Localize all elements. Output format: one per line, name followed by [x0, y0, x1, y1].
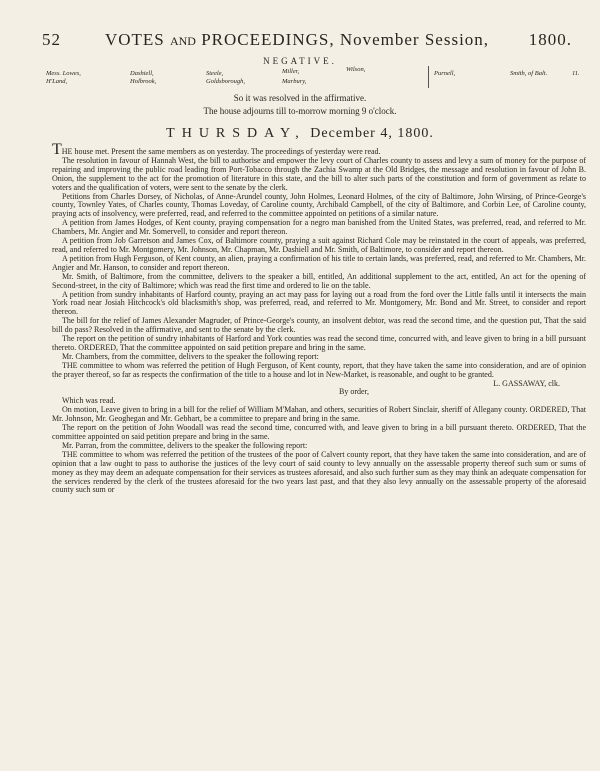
proceedings-text — [52, 141, 586, 495]
voter-name: Mess. Lowes, — [46, 70, 81, 77]
paragraph-text: On motion, Leave given to bring in a bill for the relief of William M'Mahan, and others, securities of Robert Sinclair, sheriff of Allegany county. ORDERED, That Mr. Johnson, Mr. Geoghegan and Mr. Gebhart, be a committee to prepare and bring in the same. — [52, 405, 586, 424]
page-header — [42, 30, 572, 50]
voter-name: Miller, — [282, 68, 300, 75]
adjourn-note: The house adjourns till to-morrow morning 9 o'clock. — [203, 106, 397, 116]
paragraph — [52, 291, 586, 318]
weekday: THURSDAY, — [166, 126, 306, 141]
voter-name: Holbrook, — [130, 78, 157, 85]
voter-name: Marbury, — [282, 78, 307, 85]
paragraph-text: HE house met. Present the same members as on yesterday. The proceedings of yesterday were read. — [61, 147, 381, 156]
day-heading — [0, 126, 600, 142]
paragraph — [52, 157, 586, 193]
running-year: 1800. — [528, 30, 572, 49]
paragraph — [52, 273, 586, 291]
negative-voters — [0, 66, 600, 96]
voter-name: H'Land, — [46, 78, 68, 85]
paragraph-text: Which was read. — [62, 396, 116, 406]
paragraph-text: THE committee to whom was referred the petition of the trustees of the poor of Calvert county report, that they have taken the same into consideration, and are of opinion that a law ought to pass to authorise the justices of the levy court of said county to levy annually on the assessable property thereof such sum or sums of money as they may deem an adequate compensation for their services as trustees aforesaid, and also such further sum as they may think an adequate compensation for the services rendered by the clerk of the trustees aforesaid for the two years last past, and that they also levy annually on the assessable property of the aforesaid county such sum or — [52, 449, 586, 495]
paragraph-text: L. GASSAWAY, clk. — [493, 378, 560, 388]
paragraph — [52, 237, 586, 255]
page-number: 52 — [42, 30, 61, 49]
voter-name: Purnell, — [434, 70, 456, 77]
paragraph-text: The report on the petition of John Woodall was read the second time, concurred with, and leave given to bring in a bill pursuant thereto. ORDERED, That the committee appointed on said petition prepare and bring in the same. — [52, 423, 586, 441]
paragraph — [52, 451, 586, 496]
resolved-note: So it was resolved in the affirmative. — [233, 93, 367, 103]
paragraph-text: THE committee to whom was referred the petition of Hugh Ferguson, of Kent county, report, that they have taken the same into consideration, and are of opinion the prayer thereof, so far as respects the confirmation of the title to a house and lot in New-Market, is reasonable, and ought to be granted. — [52, 360, 586, 379]
date: December 4, 1800. — [310, 126, 434, 141]
paragraph-text: The resolution in favour of Hannah West, the bill to authorise and empower the levy court of Charles county to assess and levy a sum of money for the purpose of repairing and improving the public road leading from Port-Tobacco through the Zachia Swamp at the Old Bridges, the message and resolution in favour of John B. Onion, the supplement to the act for the promotion of literature in this state, and the bill to alter such parts of the constitution and form of government as relate to voters and the qualification of voters, were sent to the senate by the clerk. — [52, 155, 586, 192]
paragraph-text: The bill for the relief of James Alexander Magruder, of Prince-George's county, an insolvent debtor, was read the second time, and the question put, That the said bill do pass? Resolved in the affirmative, and sent to the senate by the clerk. — [52, 316, 586, 335]
paragraph-text: A petition from sundry inhabitants of Harford county, praying an act may pass for laying out a road from the ford over the Little falls until it intersects the main York road near Josiah Hitchcock's old blacksmith's shop, was preferred, read, and referred to Mr. Montgomery, Mr. Bond and Mr. Street, to consider and report thereon. — [52, 289, 586, 317]
voter-name: Goldsborough, — [206, 78, 245, 85]
voter-name: Smith, of Balt. — [510, 70, 548, 77]
paragraph — [52, 388, 586, 397]
paragraph-text: Mr. Smith, of Baltimore, from the committee, delivers to the speaker a bill, entitled, An additional supplement to the act, entitled, An act for the opening of Second-street, in the city of Baltimore; which was read the first time and ordered to lie on the table. — [52, 271, 586, 290]
paragraph — [52, 255, 586, 273]
vote-count: 11. — [572, 70, 580, 77]
voter-name: Dashiell, — [130, 70, 154, 77]
paragraph — [52, 406, 586, 424]
paragraph-text: A petition from Hugh Ferguson, of Kent county, an alien, praying a confirmation of his title to certain lands, was preferred, read, and referred to Mr. Chambers, Mr. Angier and Mr. Hanson, to consider and report thereon. — [52, 253, 586, 272]
voter-name: Wilson, — [346, 66, 366, 73]
paragraph — [52, 362, 586, 380]
paragraph-text: The report on the petition of sundry inhabitants of Harford and York counties was read the second time, concurred with, and leave given to bring in a bill pursuant thereto. ORDERED, That the committee appointed on said petition prepare and bring in the same. — [52, 334, 586, 352]
paragraph-text: Mr. Chambers, from the committee, delivers to the speaker the following report: — [62, 351, 319, 361]
paragraph — [52, 219, 586, 237]
running-title: VOTES AND PROCEEDINGS, November Session, — [104, 30, 490, 49]
paragraph-text: A petition from Job Garretson and James Cox, of Baltimore county, praying a suit against Richard Cole may be reinstated in the court of appeals, was preferred, read, and referred to Mr. Montgomery, Mr. Johnson, Mr. Chapman, Mr. Dashiell and Mr. Smith, of Baltimore, to consider and report thereon. — [52, 236, 586, 254]
paragraph-text: A petition from James Hodges, of Kent county, praying compensation for a negro man banished from the United States, was preferred, read, and referred to Mr. Chambers, Mr. Angier and Mr. Somervell, to consider and report thereon. — [52, 218, 586, 237]
negative-heading: NEGATIVE. — [263, 56, 337, 66]
paragraph — [52, 335, 586, 353]
paragraph — [52, 380, 586, 389]
paragraph-text: Mr. Parran, from the committee, delivers to the speaker the following report: — [62, 440, 308, 450]
paragraph — [52, 193, 586, 220]
paragraph — [52, 424, 586, 442]
paragraph — [52, 317, 586, 335]
voter-name: Steele, — [206, 70, 224, 77]
column-rule — [428, 66, 429, 88]
drop-cap: T — [52, 141, 62, 158]
paragraph-text: By order, — [339, 387, 369, 397]
paragraph-text: Petitions from Charles Dorsey, of Nicholas, of Anne-Arundel county, John Holmes, Leonard Holmes, of the city of Baltimore, John Wirsing, of Prince-George's county, Townley Yates, of Charles county, Thomas Loveday, of Caroline county, Archibald Campbell, of the city of Baltimore, and Corbin Lee, of Caroline county, praying acts of insolvency, were preferred, read, and referred to the committee appointed on petitions of a similar nature. — [52, 191, 586, 219]
